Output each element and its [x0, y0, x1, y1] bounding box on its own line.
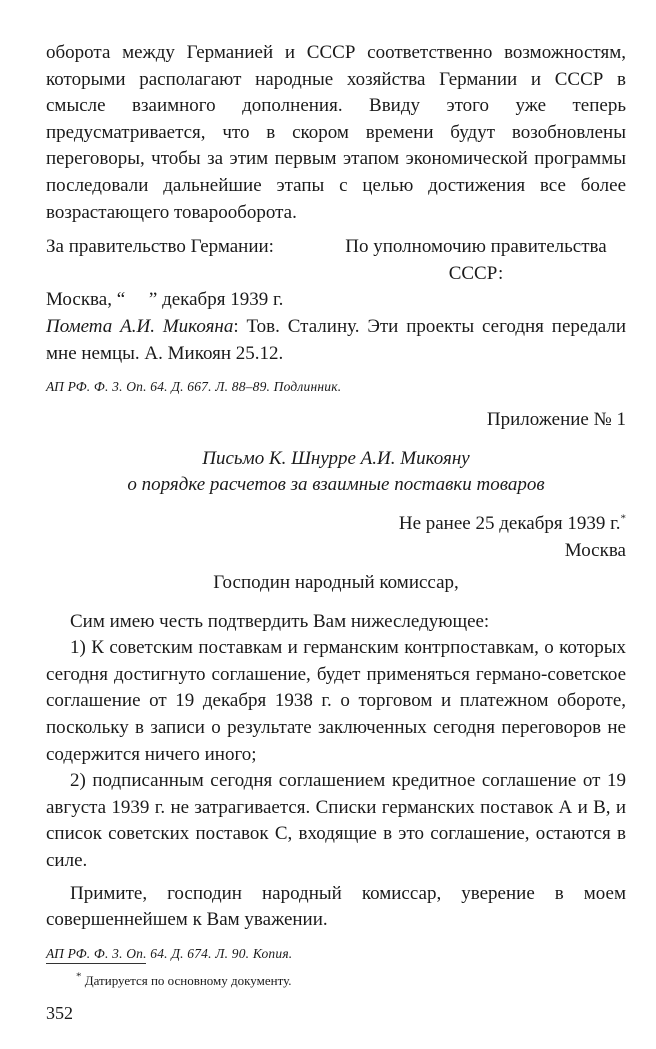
footnote-text-marker: * — [76, 970, 82, 983]
letter-date — [46, 511, 626, 538]
letter-title-line-1: Письмо К. Шнурре А.И. Микояну — [202, 447, 470, 469]
letter-title — [46, 446, 626, 499]
body-paragraph-3: 2) подписанным сегодня соглашением кредитное соглашение от 19 августа 1939 г. не затрагивается. Списки германских поставок А и В, и список советских поставок С, входящие в это соглашение, остаются в силе. — [46, 770, 626, 872]
footnote-marker: * — [620, 512, 626, 525]
archive-source-2: АП РФ. Ф. 3. Оп. 64. Д. 674. Л. 90. Копия. — [46, 945, 293, 961]
letter-place: Москва — [564, 539, 626, 561]
appendix-label: Приложение № 1 — [486, 409, 626, 431]
body-paragraph-2: 1) К советским поставкам и германским контрпоставкам, о которых сегодня достигнуто соглашение, будет применяться германо-советское соглашение от 19 декабря 1938 г. о торговом и платежном обороте, поскольку в записи о результате заключенных сегодня переговоров не содержится ничего иного; — [46, 637, 626, 765]
resolution-note — [46, 314, 626, 367]
signature-ussr: По уполномочию правительства СССР: — [345, 236, 607, 284]
footnote-text: Датируется по основному документу. — [84, 973, 292, 988]
letter-date-text: Не ранее 25 декабря 1939 г. — [398, 512, 621, 534]
resolution-note-label: Помета А.И. Микояна — [46, 315, 234, 337]
salutation: Господин народный комиссар, — [213, 572, 459, 594]
footnote — [76, 972, 616, 990]
signature-germany: За правительство Германии: — [46, 236, 274, 258]
body-paragraph-1: Сим имею честь подтвердить Вам нижеследующее: — [70, 610, 490, 632]
place-date: Москва, “ ” декабря 1939 г. — [46, 289, 284, 311]
letter-title-line-2: о порядке расчетов за взаимные поставки товаров — [127, 474, 545, 496]
archive-source-1: АП РФ. Ф. 3. Оп. 64. Д. 667. Л. 88–89. Подлинник. — [46, 379, 342, 395]
signature-block — [46, 234, 626, 287]
footnote-divider — [46, 963, 146, 964]
page-content — [46, 40, 626, 974]
opening-paragraph: оборота между Германией и СССР соответственно возможностям, которыми располагают народные хозяйства Германии и СССР в смысле взаимного дополнения. Ввиду этого уже теперь предусматривается, что в скором времени будут возобновлены переговоры, чтобы за этим первым этапом экономической программы последовали дальнейшие этапы с целью достижения все более возрастающего товарооборота. — [46, 42, 626, 223]
page-number: 352 — [46, 1003, 73, 1023]
resolution-note-text: : Тов. Сталину. Эти проекты сегодня передали мне немцы. А. Микоян 25.12. — [46, 315, 626, 364]
body-paragraph-4: Примите, господин народный комиссар, уверение в моем совершеннейшем к Вам уважении. — [46, 882, 626, 931]
